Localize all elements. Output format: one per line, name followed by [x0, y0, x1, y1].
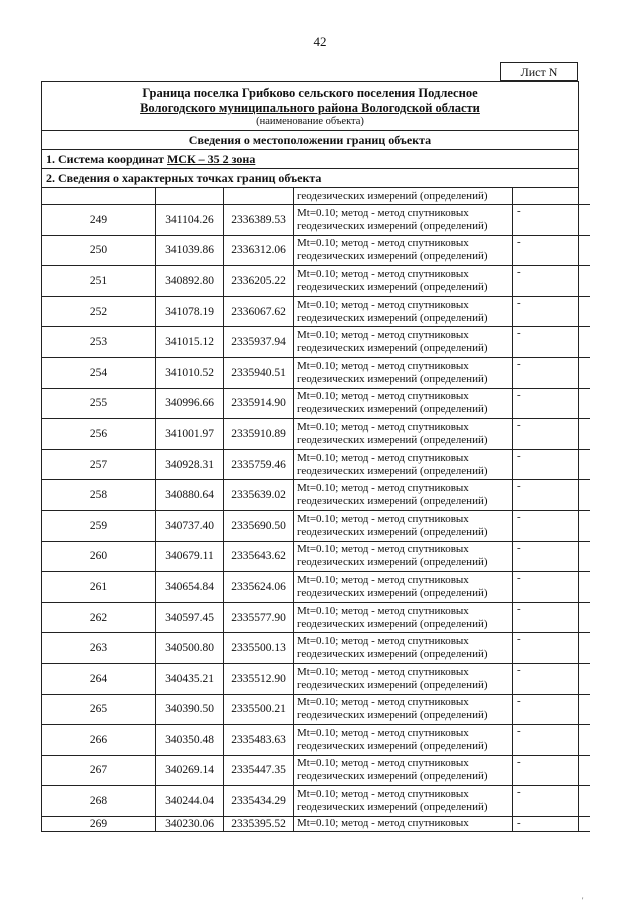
method-cell [294, 602, 513, 633]
points-table [42, 188, 590, 832]
coordinate-y: 2335690.50 [224, 510, 294, 541]
coordinate-y: 2335624.06 [224, 572, 294, 603]
table-row [42, 725, 590, 756]
coordinate-x: 340269.14 [156, 755, 224, 786]
page-number: 42 [313, 34, 327, 49]
method-line-2: геодезических измерений (определений) [297, 433, 488, 446]
method-cell [294, 266, 513, 297]
point-number: 258 [42, 480, 156, 511]
note-cell: - [513, 419, 591, 450]
method-cell [294, 755, 513, 786]
coordinate-y: 2335937.94 [224, 327, 294, 358]
point-number: 267 [42, 755, 156, 786]
coordinate-x: 340244.04 [156, 786, 224, 817]
method-cell [294, 235, 513, 266]
method-line-1: Mt=0.10; метод - метод спутниковых [297, 635, 469, 648]
title-note: (наименование объекта) [256, 116, 364, 127]
coordinate-y: 2335940.51 [224, 357, 294, 388]
method-line-2: геодезических измерений (определений) [297, 372, 488, 385]
coordinate-y: 2335577.90 [224, 602, 294, 633]
note-cell: - [513, 755, 591, 786]
point-number: 250 [42, 235, 156, 266]
coordinate-y: 2336312.06 [224, 235, 294, 266]
coordinate-y: 2336067.62 [224, 296, 294, 327]
method-cell [294, 725, 513, 756]
table-row [42, 663, 590, 694]
coordinate-x: 341104.26 [156, 205, 224, 236]
table-row [42, 449, 590, 480]
coordinate-y: 2335483.63 [224, 725, 294, 756]
point-number: 260 [42, 541, 156, 572]
table-row [42, 816, 590, 831]
method-cell [294, 419, 513, 450]
note-cell: - [513, 296, 591, 327]
coordinate-x: 340928.31 [156, 449, 224, 480]
sheet-label: Лист N [500, 62, 578, 81]
method-line-1: Mt=0.10; метод - метод спутниковых [297, 267, 469, 280]
coordinate-x: 340500.80 [156, 633, 224, 664]
point-number: 268 [42, 786, 156, 817]
note-cell: - [513, 449, 591, 480]
point-number: 262 [42, 602, 156, 633]
method-cell [294, 816, 513, 831]
point-number: 269 [42, 816, 156, 831]
note-cell: - [513, 694, 591, 725]
method-cell [294, 357, 513, 388]
method-line-2: геодезических измерений (определений) [297, 464, 488, 477]
method-cell [294, 541, 513, 572]
method-line-1: Mt=0.10; метод - метод спутниковых [297, 206, 469, 219]
note-cell: - [513, 388, 591, 419]
coordinate-x: 341078.19 [156, 296, 224, 327]
method-cell [294, 449, 513, 480]
coordinate-x: 340350.48 [156, 725, 224, 756]
coordinate-system-row [42, 150, 578, 169]
point-number: 261 [42, 572, 156, 603]
coordinate-y: 2335512.90 [224, 663, 294, 694]
table-row [42, 205, 590, 236]
table-cell-method: геодезических измерений (определений) [294, 188, 513, 205]
table-row [42, 419, 590, 450]
method-line-1: Mt=0.10; метод - метод спутниковых [297, 696, 469, 709]
method-cell [294, 786, 513, 817]
method-line-2: геодезических измерений (определений) [297, 739, 488, 752]
coordinate-x: 340737.40 [156, 510, 224, 541]
coordinate-y: 2335639.02 [224, 480, 294, 511]
method-line-1: Mt=0.10; метод - метод спутниковых [297, 757, 469, 770]
table-row [42, 388, 590, 419]
method-cell [294, 296, 513, 327]
coordinate-x: 340880.64 [156, 480, 224, 511]
point-number: 265 [42, 694, 156, 725]
coordinate-x: 341015.12 [156, 327, 224, 358]
table-cell-note [513, 188, 591, 205]
method-cell [294, 663, 513, 694]
method-line-2: геодезических измерений (определений) [297, 219, 488, 232]
note-cell: - [513, 357, 591, 388]
coordinate-x: 340390.50 [156, 694, 224, 725]
table-cell-num [42, 188, 156, 205]
note-cell: - [513, 572, 591, 603]
method-line-1: Mt=0.10; метод - метод спутниковых [297, 512, 469, 525]
coordinate-system-value: МСК – 35 2 зона [166, 152, 256, 166]
note-cell: - [513, 786, 591, 817]
method-line-2: геодезических измерений (определений) [297, 770, 488, 783]
point-number: 264 [42, 663, 156, 694]
method-line-2: геодезических измерений (определений) [297, 556, 488, 569]
note-cell: - [513, 205, 591, 236]
method-line-1: Mt=0.10; метод - метод спутниковых [297, 788, 469, 801]
method-line-2: геодезических измерений (определений) [297, 709, 488, 722]
method-line-1: Mt=0.10; метод - метод спутниковых [297, 482, 469, 495]
point-number: 249 [42, 205, 156, 236]
note-cell: - [513, 816, 591, 831]
method-line-2: геодезических измерений (определений) [297, 678, 488, 691]
points-table-body [42, 188, 590, 831]
note-cell: - [513, 266, 591, 297]
margin-mark: ' [582, 896, 584, 905]
table-row [42, 296, 590, 327]
method-line-1: Mt=0.10; метод - метод спутниковых [297, 573, 469, 586]
method-line-1: Mt=0.10; метод - метод спутниковых [297, 543, 469, 556]
method-cell [294, 633, 513, 664]
note-cell: - [513, 725, 591, 756]
coordinate-x: 340654.84 [156, 572, 224, 603]
table-row [42, 357, 590, 388]
method-line-1: Mt=0.10; метод - метод спутниковых [297, 390, 469, 403]
note-cell: - [513, 663, 591, 694]
method-line-1: Mt=0.10; метод - метод спутниковых [297, 298, 469, 311]
note-cell: - [513, 235, 591, 266]
title-block [42, 82, 578, 131]
continuation-row [42, 188, 590, 205]
method-line-2: геодезических измерений (определений) [297, 525, 488, 538]
method-line-1: Mt=0.10; метод - метод спутниковых [297, 665, 469, 678]
coordinate-x: 340679.11 [156, 541, 224, 572]
point-number: 252 [42, 296, 156, 327]
coordinate-x: 340435.21 [156, 663, 224, 694]
coordinate-x: 340597.45 [156, 602, 224, 633]
method-cell [294, 388, 513, 419]
coordinate-x: 341039.86 [156, 235, 224, 266]
title-line-1: Граница поселка Грибково сельского поселения Подлесное [142, 86, 478, 100]
method-line-1: Mt=0.10; метод - метод спутниковых [297, 451, 469, 464]
point-number: 259 [42, 510, 156, 541]
point-number: 253 [42, 327, 156, 358]
method-line-2: геодезических измерений (определений) [297, 342, 488, 355]
method-line-1: Mt=0.10; метод - метод спутниковых [297, 329, 469, 342]
point-number: 254 [42, 357, 156, 388]
table-row [42, 510, 590, 541]
note-cell: - [513, 633, 591, 664]
method-line-2: геодезических измерений (определений) [297, 648, 488, 661]
method-line-1: Mt=0.10; метод - метод спутниковых [297, 604, 469, 617]
coordinate-y: 2335643.62 [224, 541, 294, 572]
table-row [42, 755, 590, 786]
method-line-2: геодезических измерений (определений) [297, 617, 488, 630]
method-line-2: геодезических измерений (определений) [297, 280, 488, 293]
method-line-1: Mt=0.10; метод - метод спутниковых [297, 420, 469, 433]
table-cell-x [156, 188, 224, 205]
table-row [42, 786, 590, 817]
coordinate-x: 341001.97 [156, 419, 224, 450]
method-cell [294, 572, 513, 603]
point-number: 266 [42, 725, 156, 756]
coordinate-x: 340230.06 [156, 816, 224, 831]
table-row [42, 694, 590, 725]
table-row [42, 266, 590, 297]
method-line-1: Mt=0.10; метод - метод спутниковых [297, 237, 469, 250]
point-number: 255 [42, 388, 156, 419]
note-cell: - [513, 602, 591, 633]
coordinate-x: 341010.52 [156, 357, 224, 388]
method-line-2: геодезических измерений (определений) [297, 801, 488, 814]
note-cell: - [513, 327, 591, 358]
method-line-2: геодезических измерений (определений) [297, 403, 488, 416]
note-cell: - [513, 480, 591, 511]
point-number: 251 [42, 266, 156, 297]
method-line-1: Mt=0.10; метод - метод спутниковых [297, 359, 469, 372]
points-section-title: 2. Сведения о характерных точках границ объекта [42, 169, 578, 188]
method-cell [294, 327, 513, 358]
method-line-2: геодезических измерений (определений) [297, 495, 488, 508]
coordinate-y: 2335759.46 [224, 449, 294, 480]
method-cell [294, 510, 513, 541]
method-line-1: Mt=0.10; метод - метод спутниковых [297, 817, 469, 830]
table-row [42, 235, 590, 266]
method-line-2: геодезических измерений (определений) [297, 250, 488, 263]
section-title: Сведения о местоположении границ объекта [42, 131, 578, 150]
coordinate-y: 2336389.53 [224, 205, 294, 236]
coordinate-y: 2336205.22 [224, 266, 294, 297]
coordinate-y: 2335434.29 [224, 786, 294, 817]
coordinate-system-label: 1. Система координат [46, 152, 164, 166]
table-cell-y [224, 188, 294, 205]
coordinate-x: 340892.80 [156, 266, 224, 297]
point-number: 256 [42, 419, 156, 450]
table-row [42, 572, 590, 603]
document-frame [41, 81, 579, 832]
method-line-2: геодезических измерений (определений) [297, 586, 488, 599]
coordinate-y: 2335910.89 [224, 419, 294, 450]
method-cell [294, 694, 513, 725]
method-line-1: Mt=0.10; метод - метод спутниковых [297, 726, 469, 739]
coordinate-y: 2335914.90 [224, 388, 294, 419]
coordinate-y: 2335395.52 [224, 816, 294, 831]
coordinate-x: 340996.66 [156, 388, 224, 419]
title-line-2: Вологодского муниципального района Вологодской области [140, 101, 480, 115]
table-row [42, 633, 590, 664]
method-cell [294, 480, 513, 511]
method-cell [294, 205, 513, 236]
table-row [42, 480, 590, 511]
table-row [42, 327, 590, 358]
point-number: 257 [42, 449, 156, 480]
table-row [42, 541, 590, 572]
table-row [42, 602, 590, 633]
note-cell: - [513, 510, 591, 541]
point-number: 263 [42, 633, 156, 664]
coordinate-y: 2335500.13 [224, 633, 294, 664]
coordinate-y: 2335447.35 [224, 755, 294, 786]
note-cell: - [513, 541, 591, 572]
coordinate-y: 2335500.21 [224, 694, 294, 725]
method-line-2: геодезических измерений (определений) [297, 311, 488, 324]
